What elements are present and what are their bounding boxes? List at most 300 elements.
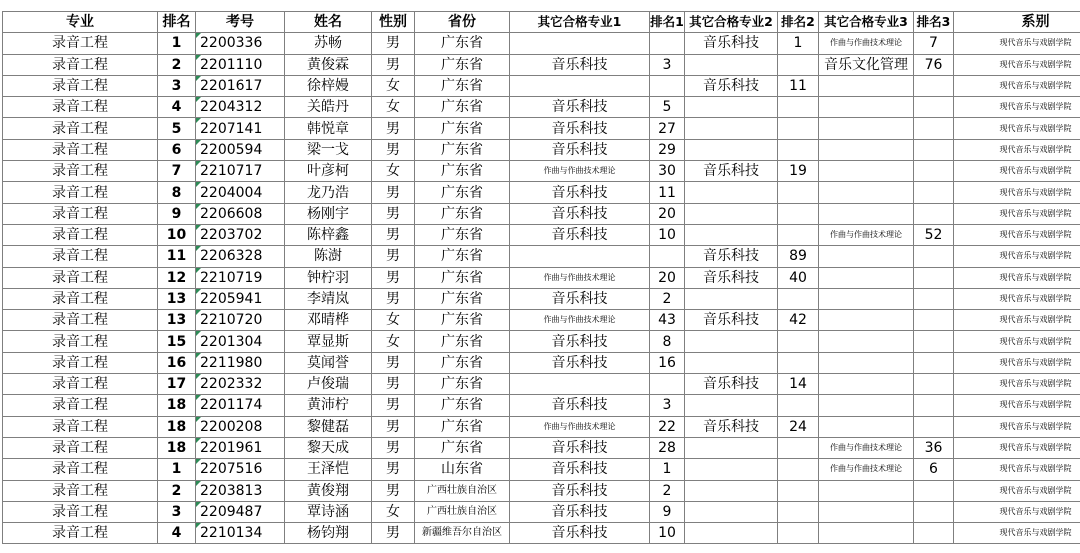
- cell-other-major-2: [685, 352, 778, 373]
- cell-rank-3: [914, 374, 954, 395]
- cell-other-major-1: [510, 374, 650, 395]
- cell-major: 录音工程: [3, 374, 158, 395]
- cell-exam-number: 2201174: [196, 395, 285, 416]
- cell-rank-2: [778, 501, 819, 522]
- cell-rank-1: 3: [650, 395, 685, 416]
- cell-name: 李靖岚: [285, 288, 372, 309]
- cell-other-major-2: [685, 331, 778, 352]
- cell-other-major-3: [819, 352, 914, 373]
- cell-exam-number: 2202332: [196, 374, 285, 395]
- cell-rank-1: 8: [650, 331, 685, 352]
- cell-department: 现代音乐与戏剧学院: [954, 331, 1080, 352]
- header-rank-2: 排名2: [778, 12, 819, 33]
- cell-rank-1: 3: [650, 54, 685, 75]
- cell-rank: 4: [158, 523, 196, 544]
- cell-other-major-2: [685, 459, 778, 480]
- cell-other-major-3: 作曲与作曲技术理论: [819, 224, 914, 245]
- cell-rank: 16: [158, 352, 196, 373]
- header-rank-3: 排名3: [914, 12, 954, 33]
- table-row: [3, 459, 1080, 480]
- cell-rank-1: 22: [650, 416, 685, 437]
- cell-major: 录音工程: [3, 437, 158, 458]
- cell-other-major-2: 音乐科技: [685, 310, 778, 331]
- cell-province: 广东省: [415, 310, 510, 331]
- cell-major: 录音工程: [3, 288, 158, 309]
- cell-exam-number: 2210134: [196, 523, 285, 544]
- cell-gender: 女: [372, 161, 415, 182]
- cell-name: 邓晴桦: [285, 310, 372, 331]
- cell-other-major-2: [685, 118, 778, 139]
- cell-other-major-3: [819, 161, 914, 182]
- table-row: [3, 288, 1080, 309]
- cell-other-major-2: 音乐科技: [685, 416, 778, 437]
- cell-province: 新疆维吾尔自治区: [415, 523, 510, 544]
- cell-name: 叶彦柯: [285, 161, 372, 182]
- cell-rank-3: [914, 267, 954, 288]
- cell-rank-2: 14: [778, 374, 819, 395]
- cell-province: 广东省: [415, 75, 510, 96]
- cell-other-major-1: 作曲与作曲技术理论: [510, 267, 650, 288]
- cell-rank-2: [778, 54, 819, 75]
- table-row: [3, 33, 1080, 54]
- cell-name: 钟柠羽: [285, 267, 372, 288]
- cell-other-major-2: [685, 182, 778, 203]
- cell-gender: 男: [372, 203, 415, 224]
- table-row: [3, 374, 1080, 395]
- cell-province: 广东省: [415, 118, 510, 139]
- cell-department: 现代音乐与戏剧学院: [954, 139, 1080, 160]
- cell-rank: 18: [158, 416, 196, 437]
- cell-rank: 17: [158, 374, 196, 395]
- cell-gender: 男: [372, 459, 415, 480]
- cell-other-major-3: [819, 416, 914, 437]
- cell-name: 黎天成: [285, 437, 372, 458]
- cell-rank-3: [914, 246, 954, 267]
- cell-rank: 3: [158, 75, 196, 96]
- cell-rank-3: [914, 161, 954, 182]
- table-row: [3, 203, 1080, 224]
- cell-rank-1: 29: [650, 139, 685, 160]
- cell-exam-number: 2207516: [196, 459, 285, 480]
- table-row: [3, 395, 1080, 416]
- cell-rank-2: [778, 331, 819, 352]
- cell-rank-1: [650, 75, 685, 96]
- cell-province: 广东省: [415, 54, 510, 75]
- cell-department: 现代音乐与戏剧学院: [954, 523, 1080, 544]
- cell-rank: 3: [158, 501, 196, 522]
- cell-rank-3: 52: [914, 224, 954, 245]
- cell-rank-2: 40: [778, 267, 819, 288]
- cell-other-major-1: 作曲与作曲技术理论: [510, 310, 650, 331]
- cell-province: 广东省: [415, 288, 510, 309]
- cell-rank-3: [914, 310, 954, 331]
- cell-other-major-1: 音乐科技: [510, 480, 650, 501]
- cell-major: 录音工程: [3, 480, 158, 501]
- cell-name: 黎健磊: [285, 416, 372, 437]
- cell-rank-3: 36: [914, 437, 954, 458]
- cell-rank-1: 1: [650, 459, 685, 480]
- header-gender: 性别: [372, 12, 415, 33]
- cell-department: 现代音乐与戏剧学院: [954, 267, 1080, 288]
- table-row: [3, 161, 1080, 182]
- cell-rank-2: [778, 224, 819, 245]
- cell-department: 现代音乐与戏剧学院: [954, 416, 1080, 437]
- cell-name: 韩悦章: [285, 118, 372, 139]
- cell-name: 黄沛柠: [285, 395, 372, 416]
- cell-other-major-1: [510, 75, 650, 96]
- cell-rank-3: [914, 288, 954, 309]
- cell-rank-2: 42: [778, 310, 819, 331]
- cell-rank-1: 10: [650, 224, 685, 245]
- header-major: 专业: [3, 12, 158, 33]
- cell-rank: 2: [158, 480, 196, 501]
- cell-department: 现代音乐与戏剧学院: [954, 182, 1080, 203]
- cell-rank-1: [650, 246, 685, 267]
- cell-rank-3: 6: [914, 459, 954, 480]
- cell-province: 山东省: [415, 459, 510, 480]
- cell-other-major-2: [685, 395, 778, 416]
- cell-other-major-3: [819, 374, 914, 395]
- cell-exam-number: 2200208: [196, 416, 285, 437]
- cell-rank-1: 27: [650, 118, 685, 139]
- cell-exam-number: 2200336: [196, 33, 285, 54]
- cell-department: 现代音乐与戏剧学院: [954, 161, 1080, 182]
- cell-other-major-1: 音乐科技: [510, 97, 650, 118]
- cell-exam-number: 2201110: [196, 54, 285, 75]
- cell-gender: 男: [372, 182, 415, 203]
- cell-major: 录音工程: [3, 246, 158, 267]
- cell-other-major-2: [685, 224, 778, 245]
- cell-rank-2: 19: [778, 161, 819, 182]
- cell-name: 莫闻誉: [285, 352, 372, 373]
- cell-rank-2: [778, 182, 819, 203]
- cell-exam-number: 2204004: [196, 182, 285, 203]
- header-other-major-3: 其它合格专业3: [819, 12, 914, 33]
- table-row: [3, 54, 1080, 75]
- cell-other-major-3: 作曲与作曲技术理论: [819, 459, 914, 480]
- cell-rank-1: 11: [650, 182, 685, 203]
- cell-major: 录音工程: [3, 161, 158, 182]
- cell-province: 广东省: [415, 33, 510, 54]
- cell-rank-2: [778, 139, 819, 160]
- cell-rank-1: [650, 33, 685, 54]
- cell-other-major-2: [685, 288, 778, 309]
- cell-rank-3: 7: [914, 33, 954, 54]
- cell-name: 卢俊瑞: [285, 374, 372, 395]
- cell-rank-3: [914, 352, 954, 373]
- cell-rank-3: [914, 480, 954, 501]
- cell-rank: 6: [158, 139, 196, 160]
- cell-exam-number: 2206608: [196, 203, 285, 224]
- cell-other-major-2: [685, 480, 778, 501]
- cell-other-major-3: [819, 118, 914, 139]
- cell-other-major-1: 音乐科技: [510, 331, 650, 352]
- cell-gender: 男: [372, 437, 415, 458]
- cell-rank-1: 5: [650, 97, 685, 118]
- cell-other-major-3: [819, 97, 914, 118]
- cell-rank-2: [778, 480, 819, 501]
- cell-rank-3: [914, 501, 954, 522]
- cell-other-major-3: 音乐文化管理: [819, 54, 914, 75]
- cell-province: 广东省: [415, 224, 510, 245]
- cell-rank-1: 20: [650, 267, 685, 288]
- cell-name: 梁一戈: [285, 139, 372, 160]
- cell-rank: 12: [158, 267, 196, 288]
- cell-department: 现代音乐与戏剧学院: [954, 97, 1080, 118]
- cell-gender: 男: [372, 139, 415, 160]
- cell-name: 陈澍: [285, 246, 372, 267]
- cell-other-major-2: [685, 139, 778, 160]
- cell-gender: 女: [372, 310, 415, 331]
- cell-other-major-3: [819, 480, 914, 501]
- cell-major: 录音工程: [3, 118, 158, 139]
- cell-exam-number: 2200594: [196, 139, 285, 160]
- cell-gender: 男: [372, 288, 415, 309]
- cell-name: 王泽恺: [285, 459, 372, 480]
- cell-province: 广东省: [415, 437, 510, 458]
- cell-major: 录音工程: [3, 139, 158, 160]
- cell-other-major-3: [819, 288, 914, 309]
- cell-name: 关皓丹: [285, 97, 372, 118]
- cell-major: 录音工程: [3, 416, 158, 437]
- cell-rank: 4: [158, 97, 196, 118]
- cell-name: 苏畅: [285, 33, 372, 54]
- cell-name: 黄俊霖: [285, 54, 372, 75]
- cell-department: 现代音乐与戏剧学院: [954, 310, 1080, 331]
- header-exam-number: 考号: [196, 12, 285, 33]
- table-row: [3, 310, 1080, 331]
- cell-province: 广东省: [415, 395, 510, 416]
- cell-rank: 10: [158, 224, 196, 245]
- cell-major: 录音工程: [3, 54, 158, 75]
- cell-province: 广西壮族自治区: [415, 480, 510, 501]
- cell-exam-number: 2201961: [196, 437, 285, 458]
- cell-rank-3: [914, 331, 954, 352]
- cell-other-major-1: 音乐科技: [510, 501, 650, 522]
- cell-department: 现代音乐与戏剧学院: [954, 33, 1080, 54]
- cell-province: 广东省: [415, 97, 510, 118]
- table-row: [3, 75, 1080, 96]
- cell-exam-number: 2207141: [196, 118, 285, 139]
- table-body: [3, 33, 1080, 544]
- cell-rank-1: 16: [650, 352, 685, 373]
- cell-exam-number: 2211980: [196, 352, 285, 373]
- cell-gender: 男: [372, 480, 415, 501]
- cell-gender: 男: [372, 395, 415, 416]
- cell-other-major-3: 作曲与作曲技术理论: [819, 33, 914, 54]
- cell-rank-3: [914, 97, 954, 118]
- cell-major: 录音工程: [3, 523, 158, 544]
- cell-exam-number: 2204312: [196, 97, 285, 118]
- cell-rank-2: [778, 288, 819, 309]
- cell-name: 龙乃浩: [285, 182, 372, 203]
- cell-other-major-1: 音乐科技: [510, 224, 650, 245]
- cell-province: 广东省: [415, 161, 510, 182]
- cell-rank-1: 9: [650, 501, 685, 522]
- cell-exam-number: 2201617: [196, 75, 285, 96]
- cell-gender: 男: [372, 246, 415, 267]
- table-row: [3, 267, 1080, 288]
- header-row: [3, 12, 1080, 33]
- cell-major: 录音工程: [3, 331, 158, 352]
- cell-rank-2: 89: [778, 246, 819, 267]
- cell-major: 录音工程: [3, 203, 158, 224]
- cell-province: 广东省: [415, 374, 510, 395]
- cell-major: 录音工程: [3, 182, 158, 203]
- header-department: 系别: [954, 12, 1080, 33]
- cell-other-major-1: 作曲与作曲技术理论: [510, 161, 650, 182]
- cell-other-major-3: [819, 501, 914, 522]
- admission-ranking-table: [2, 11, 1080, 544]
- table-row: [3, 182, 1080, 203]
- cell-major: 录音工程: [3, 395, 158, 416]
- header-other-major-1: 其它合格专业1: [510, 12, 650, 33]
- cell-other-major-2: 音乐科技: [685, 246, 778, 267]
- header-province: 省份: [415, 12, 510, 33]
- cell-other-major-3: [819, 182, 914, 203]
- cell-other-major-3: [819, 139, 914, 160]
- cell-gender: 男: [372, 33, 415, 54]
- cell-major: 录音工程: [3, 97, 158, 118]
- cell-rank: 2: [158, 54, 196, 75]
- cell-department: 现代音乐与戏剧学院: [954, 288, 1080, 309]
- cell-rank-2: 24: [778, 416, 819, 437]
- cell-department: 现代音乐与戏剧学院: [954, 203, 1080, 224]
- cell-rank-1: 28: [650, 437, 685, 458]
- cell-major: 录音工程: [3, 33, 158, 54]
- header-name: 姓名: [285, 12, 372, 33]
- cell-name: 覃诗涵: [285, 501, 372, 522]
- cell-gender: 男: [372, 118, 415, 139]
- cell-exam-number: 2205941: [196, 288, 285, 309]
- header-rank-1: 排名1: [650, 12, 685, 33]
- cell-rank-2: 11: [778, 75, 819, 96]
- cell-rank: 7: [158, 161, 196, 182]
- cell-department: 现代音乐与戏剧学院: [954, 437, 1080, 458]
- cell-rank-3: [914, 182, 954, 203]
- cell-gender: 男: [372, 224, 415, 245]
- cell-department: 现代音乐与戏剧学院: [954, 118, 1080, 139]
- header-other-major-2: 其它合格专业2: [685, 12, 778, 33]
- cell-rank: 8: [158, 182, 196, 203]
- cell-other-major-2: [685, 501, 778, 522]
- cell-major: 录音工程: [3, 224, 158, 245]
- cell-rank: 13: [158, 288, 196, 309]
- cell-major: 录音工程: [3, 459, 158, 480]
- cell-department: 现代音乐与戏剧学院: [954, 224, 1080, 245]
- table-row: [3, 331, 1080, 352]
- cell-exam-number: 2206328: [196, 246, 285, 267]
- table-row: [3, 501, 1080, 522]
- header-rank: 排名: [158, 12, 196, 33]
- cell-department: 现代音乐与戏剧学院: [954, 54, 1080, 75]
- cell-major: 录音工程: [3, 75, 158, 96]
- cell-exam-number: 2210719: [196, 267, 285, 288]
- cell-rank: 13: [158, 310, 196, 331]
- cell-name: 黄俊翔: [285, 480, 372, 501]
- cell-other-major-1: 音乐科技: [510, 437, 650, 458]
- table-row: [3, 97, 1080, 118]
- cell-other-major-2: [685, 523, 778, 544]
- cell-gender: 男: [372, 374, 415, 395]
- cell-other-major-2: 音乐科技: [685, 267, 778, 288]
- cell-rank: 11: [158, 246, 196, 267]
- cell-department: 现代音乐与戏剧学院: [954, 246, 1080, 267]
- cell-province: 广东省: [415, 352, 510, 373]
- cell-rank: 9: [158, 203, 196, 224]
- cell-other-major-3: [819, 331, 914, 352]
- cell-rank-1: 43: [650, 310, 685, 331]
- cell-rank-1: 2: [650, 288, 685, 309]
- cell-rank-3: [914, 203, 954, 224]
- cell-other-major-1: 音乐科技: [510, 395, 650, 416]
- cell-rank-2: [778, 395, 819, 416]
- cell-other-major-2: 音乐科技: [685, 374, 778, 395]
- cell-rank-3: [914, 416, 954, 437]
- cell-other-major-1: 音乐科技: [510, 139, 650, 160]
- cell-gender: 男: [372, 416, 415, 437]
- cell-other-major-1: [510, 33, 650, 54]
- cell-other-major-1: 作曲与作曲技术理论: [510, 416, 650, 437]
- cell-rank-1: 30: [650, 161, 685, 182]
- cell-rank: 1: [158, 33, 196, 54]
- cell-rank-2: 1: [778, 33, 819, 54]
- cell-rank-1: 10: [650, 523, 685, 544]
- cell-department: 现代音乐与戏剧学院: [954, 501, 1080, 522]
- cell-exam-number: 2210717: [196, 161, 285, 182]
- cell-major: 录音工程: [3, 352, 158, 373]
- cell-exam-number: 2201304: [196, 331, 285, 352]
- cell-name: 陈梓鑫: [285, 224, 372, 245]
- cell-department: 现代音乐与戏剧学院: [954, 374, 1080, 395]
- cell-other-major-1: 音乐科技: [510, 523, 650, 544]
- cell-gender: 女: [372, 75, 415, 96]
- cell-other-major-2: [685, 54, 778, 75]
- cell-exam-number: 2210720: [196, 310, 285, 331]
- cell-rank-2: [778, 203, 819, 224]
- table-row: [3, 416, 1080, 437]
- cell-rank-2: [778, 118, 819, 139]
- cell-name: 杨钧翔: [285, 523, 372, 544]
- cell-department: 现代音乐与戏剧学院: [954, 395, 1080, 416]
- cell-province: 广东省: [415, 246, 510, 267]
- cell-rank-2: [778, 459, 819, 480]
- cell-major: 录音工程: [3, 501, 158, 522]
- cell-other-major-3: [819, 203, 914, 224]
- cell-gender: 女: [372, 331, 415, 352]
- cell-other-major-1: 音乐科技: [510, 54, 650, 75]
- cell-rank: 5: [158, 118, 196, 139]
- cell-rank-1: 20: [650, 203, 685, 224]
- cell-other-major-1: [510, 246, 650, 267]
- cell-gender: 男: [372, 523, 415, 544]
- cell-province: 广东省: [415, 182, 510, 203]
- cell-other-major-1: 音乐科技: [510, 459, 650, 480]
- table-row: [3, 139, 1080, 160]
- cell-gender: 女: [372, 97, 415, 118]
- cell-other-major-1: 音乐科技: [510, 118, 650, 139]
- cell-province: 广东省: [415, 331, 510, 352]
- cell-exam-number: 2203702: [196, 224, 285, 245]
- cell-gender: 女: [372, 501, 415, 522]
- table-row: [3, 437, 1080, 458]
- table-row: [3, 224, 1080, 245]
- cell-province: 广东省: [415, 267, 510, 288]
- cell-rank-2: [778, 352, 819, 373]
- cell-other-major-2: 音乐科技: [685, 75, 778, 96]
- cell-gender: 男: [372, 352, 415, 373]
- cell-other-major-2: 音乐科技: [685, 33, 778, 54]
